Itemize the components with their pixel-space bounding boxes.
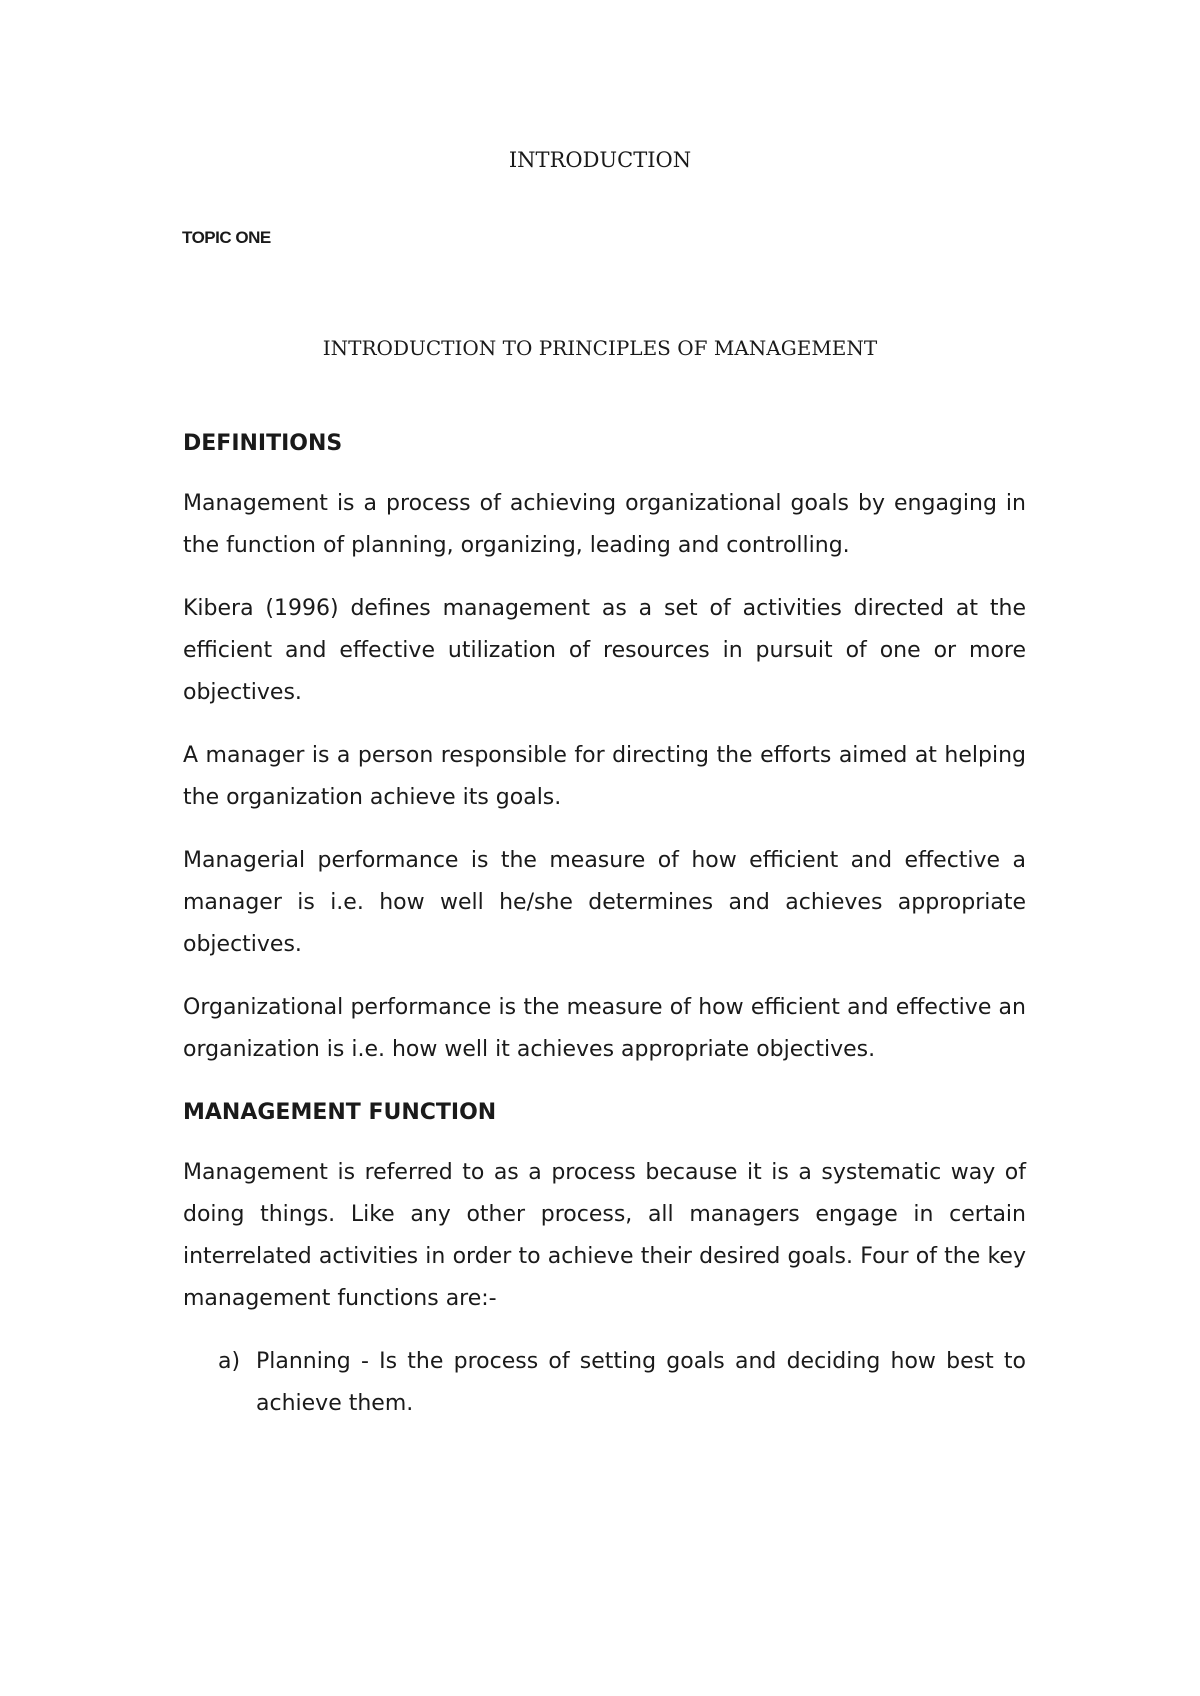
definition-paragraph: Managerial performance is the measure of how efficient and effective a manager is i.e. how well he/she determines and achieves appropriate objectives.	[183, 848, 1026, 957]
list-item-text: Planning - Is the process of setting goals and deciding how best to achieve them.	[256, 1349, 1026, 1416]
document-header: INTRODUCTION	[508, 148, 692, 172]
definition-paragraph: Kibera (1996) defines management as a set of activities directed at the efficient and effective utilization of resources in pursuit of one or more objectives.	[183, 596, 1026, 705]
definition-paragraph: A manager is a person responsible for directing the efforts aimed at helping the organization achieve its goals.	[183, 743, 1026, 810]
topic-label: TOPIC ONE	[182, 228, 271, 247]
document-body	[183, 423, 1026, 1425]
section-title: INTRODUCTION TO PRINCIPLES OF MANAGEMENT	[322, 336, 878, 360]
management-function-paragraph: Management is referred to as a process because it is a systematic way of doing things. Like any other process, all managers engage in certain interrelated activities in order to achieve their desired goals. Four of the key management functions are:-	[183, 1160, 1026, 1311]
management-function-heading: MANAGEMENT FUNCTION	[183, 1100, 497, 1125]
list-marker: a)	[218, 1349, 241, 1374]
definition-paragraph: Management is a process of achieving organizational goals by engaging in the function of planning, organizing, leading and controlling.	[183, 491, 1026, 558]
definitions-heading: DEFINITIONS	[183, 431, 343, 456]
list-item	[218, 1341, 1026, 1425]
definition-paragraph: Organizational performance is the measure of how efficient and effective an organization is i.e. how well it achieves appropriate objectives.	[183, 995, 1026, 1062]
management-functions-list	[183, 1341, 1026, 1425]
